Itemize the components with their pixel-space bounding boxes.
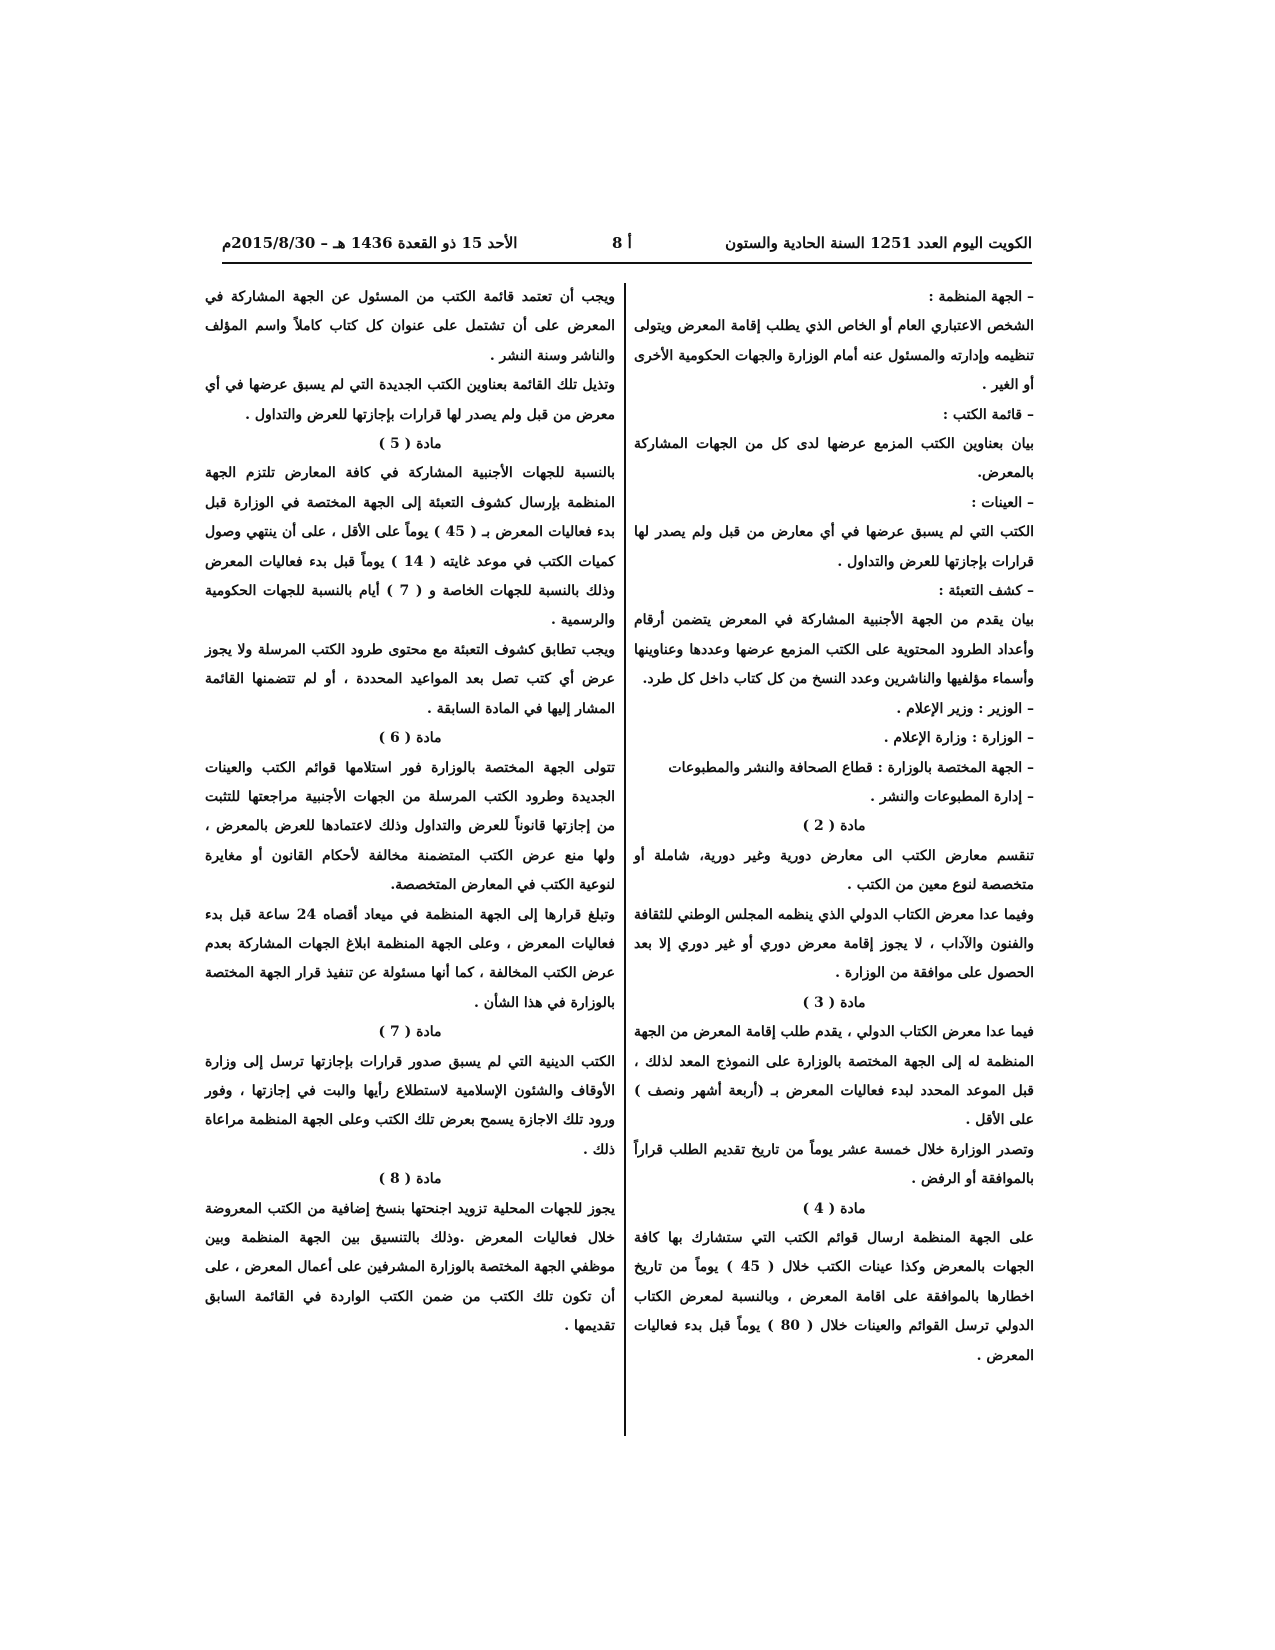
article-heading-2: مادة ( 2 ) [802, 818, 866, 835]
article-paragraph: يجوز للجهات المحلية تزويد اجنحتها بنسخ إضافية من الكتب المعروضة خلال فعاليات المعرض .وذلك بالتنسيق بين الجهة المنظمة وبين موظفي الجهة المختصة بالوزارة المشرفين على أعمال المعرض ، على أن تكون تلك الكتب من ضمن الكتب الواردة في القائمة السابق تقديمها . [205, 1200, 615, 1335]
definition-text: الشخص الاعتباري العام أو الخاص الذي يطلب إقامة المعرض ويتولى تنظيمه وإدارته والمسئول عنه أمام الوزارة والجهات الحكومية الأخرى أو الغير . [634, 318, 1034, 394]
issue-date: الأحد 15 ذو القعدة 1436 هـ – 2015/8/30م [222, 234, 518, 252]
article-paragraph: وتصدر الوزارة خلال خمسة عشر يوماً من تاريخ تقديم الطلب قراراً بالموافقة أو الرفض . [634, 1141, 1034, 1188]
article-paragraph: وفيما عدا معرض الكتاب الدولي الذي ينظمه المجلس الوطني للثقافة والفنون والآداب ، لا يجوز إقامة معرض دوري أو غير دوري إلا بعد الحصول على موافقة من الوزارة . [634, 906, 1034, 982]
definition-term: – العينات : [971, 494, 1034, 511]
page-number: أ 8 [612, 234, 632, 252]
column-divider [624, 283, 626, 1436]
definition-term: – كشف التعبئة : [938, 583, 1034, 600]
article-paragraph: على الجهة المنظمة ارسال قوائم الكتب التي ستشارك بها كافة الجهات بالمعرض وكذا عينات الكتب خلال ( 45 ) يوماً من تاريخ اخطارها بالموافقة على اقامة المعرض ، وبالنسبة لمعرض الكتاب الدولي ترسل القوائم والعينات خلال ( 80 ) يوماً قبل بدء فعاليات المعرض . [634, 1230, 1034, 1364]
article-heading-8: مادة ( 8 ) [378, 1171, 442, 1188]
left-column [205, 283, 615, 1342]
definition-item: – إدارة المطبوعات والنشر . [870, 788, 1034, 805]
article-paragraph: بالنسبة للجهات الأجنبية المشاركة في كافة المعارض تلتزم الجهة المنظمة بإرسال كشوف التعبئة إلى الجهة المختصة في الوزارة قبل بدء فعاليات المعرض بـ ( 45 ) يوماً على الأقل ، على أن ينتهي وصول كميات الكتب في موعد غايته ( 14 ) يوماً قبل بدء فعاليات المعرض وذلك بالنسبة للجهات الخاصة و ( 7 ) أيام بالنسبة للجهات الحكومية والرسمية . [205, 465, 616, 629]
article-paragraph: وتذيل تلك القائمة بعناوين الكتب الجديدة التي لم يسبق عرضها في أي معرض من قبل ولم يصدر لها قرارات بإجازتها للعرض والتداول . [205, 377, 615, 423]
definition-term: – قائمة الكتب : [942, 406, 1034, 423]
gazette-issue-info: الكويت اليوم العدد 1251 السنة الحادية والستون [725, 234, 1032, 252]
article-heading-6: مادة ( 6 ) [378, 730, 442, 747]
definition-item: – الوزير : وزير الإعلام . [896, 700, 1034, 717]
article-paragraph: فيما عدا معرض الكتاب الدولي ، يقدم طلب إقامة المعرض من الجهة المنظمة له إلى الجهة المختصة بالوزارة على النموذج المعد لذلك ، قبل الموعد المحدد لبدء فعاليات المعرض بـ (أربعة أشهر ونصف ) على الأقل . [634, 1024, 1034, 1129]
article-paragraph: ويجب تطابق كشوف التعبئة مع محتوى طرود الكتب المرسلة ولا يجوز عرض أي كتب تصل بعد المواعيد المحددة ، أو لم تتضمنها القائمة المشار إليها في المادة السابقة . [205, 641, 615, 717]
definition-text: الكتب التي لم يسبق عرضها في أي معارض من قبل ولم يصدر لها قرارات بإجازتها للعرض والتداول . [634, 524, 1034, 570]
article-heading-7: مادة ( 7 ) [378, 1024, 442, 1041]
header-rule [222, 262, 1032, 264]
page-header [222, 226, 1032, 260]
article-paragraph: وتبلغ قرارها إلى الجهة المنظمة في ميعاد أقصاه 24 ساعة قبل بدء فعاليات المعرض ، وعلى الجهة المنظمة ابلاغ الجهات المشاركة بعدم عرض الكتب المخالفة ، كما أنها مسئولة عن تنفيذ قرار الجهة المختصة بالوزارة في هذا الشأن . [205, 906, 616, 1011]
article-paragraph: ويجب أن تعتمد قائمة الكتب من المسئول عن الجهة المشاركة في المعرض على أن تشتمل على عنوان كل كتاب كاملاً واسم المؤلف والناشر وسنة النشر . [205, 289, 615, 364]
article-heading-3: مادة ( 3 ) [802, 994, 866, 1011]
definition-term: – الجهة المنظمة : [928, 289, 1034, 305]
definition-item: – الوزارة : وزارة الإعلام . [883, 730, 1034, 747]
definition-text: بيان بعناوين الكتب المزمع عرضها لدى كل من الجهات المشاركة بالمعرض. [634, 436, 1034, 482]
article-heading-4: مادة ( 4 ) [802, 1200, 866, 1217]
article-paragraph: الكتب الدينية التي لم يسبق صدور قرارات بإجازتها ترسل إلى وزارة الأوقاف والشئون الإسلامية لاستطلاع رأيها والبت في إجازتها ، وفور ورود تلك الاجازة يسمح بعرض تلك الكتب وعلى الجهة المنظمة مراعاة ذلك . [205, 1053, 615, 1158]
right-column [634, 283, 1034, 1371]
article-heading-5: مادة ( 5 ) [378, 436, 442, 453]
article-paragraph: تنقسم معارض الكتب الى معارض دورية وغير دورية، شاملة أو متخصصة لنوع معين من الكتب . [634, 847, 1034, 894]
definition-text: بيان يقدم من الجهة الأجنبية المشاركة في المعرض يتضمن أرقام وأعداد الطرود المحتوية على الكتب المزمع عرضها وعددها وعناوينها وأسماء مؤلفيها والناشرين وعدد النسخ من كل كتاب داخل كل طرد. [634, 612, 1034, 688]
article-paragraph: تتولى الجهة المختصة بالوزارة فور استلامها قوائم الكتب والعينات الجديدة وطرود الكتب المرسلة من الجهات الأجنبية مراجعتها للتثبت من إجازتها قانوناً للعرض والتداول وذلك لاعتمادها للعرض بالمعرض ، ولها منع عرض الكتب المتضمنة مخالفة لأحكام القانون أو مغايرة لنوعية الكتب في المعارض المتخصصة. [205, 759, 615, 894]
definition-item: – الجهة المختصة بالوزارة : قطاع الصحافة والنشر والمطبوعات [668, 759, 1034, 776]
